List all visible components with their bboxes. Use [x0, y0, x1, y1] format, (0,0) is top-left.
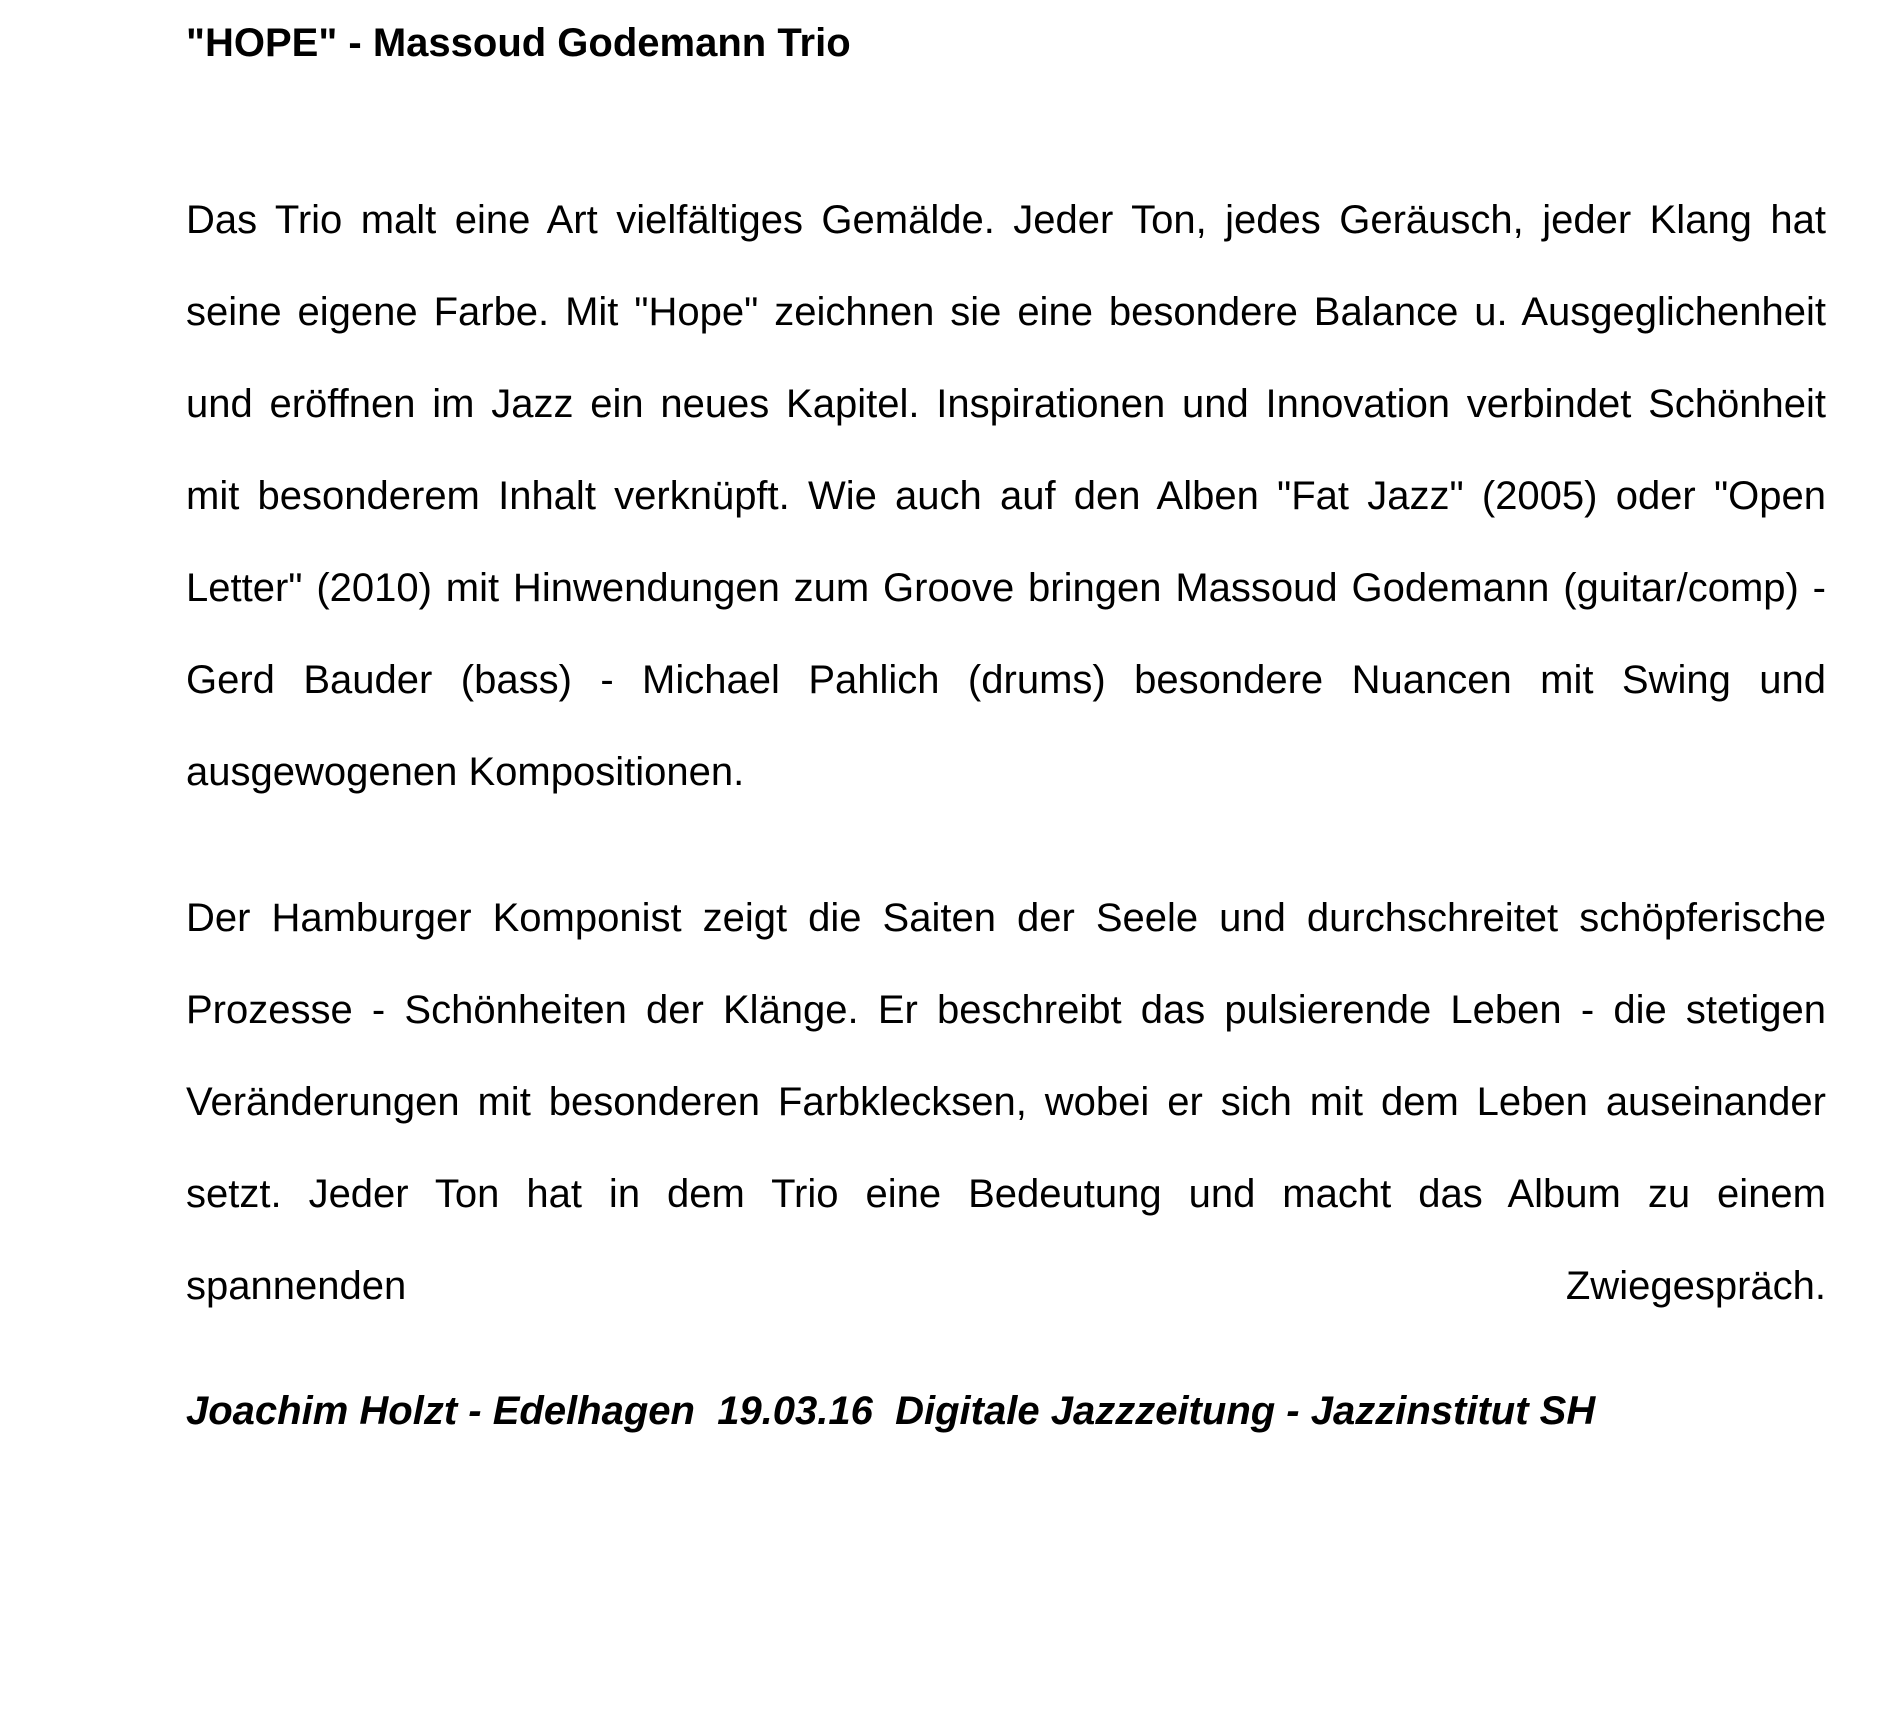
article-title: "HOPE" - Massoud Godemann Trio: [186, 21, 851, 65]
author-signature: Joachim Holzt - Edelhagen 19.03.16 Digitale Jazzzeitung - Jazzinstitut SH: [186, 1389, 1596, 1433]
article-paragraph-1: Das Trio malt eine Art vielfältiges Gemälde. Jeder Ton, jedes Geräusch, jeder Klang hat seine eigene Farbe. Mit "Hope" zeichnen sie eine besondere Balance u. Ausgeglichenheit und eröffnen im Jazz ein neues Kapitel. Inspirationen und Innovation verbindet Schönheit mit besonderem Inhalt verknüpft. Wie auch auf den Alben "Fat Jazz" (2005) oder "Open Letter" (2010) mit Hinwendungen zum Groove bringen Massoud Godemann (guitar/comp) - Gerd Bauder (bass) - Michael Pahlich (drums) besondere Nuancen mit Swing und ausgewogenen Kompositionen.: [186, 198, 1826, 794]
article-paragraph-2: Der Hamburger Komponist zeigt die Saiten der Seele und durchschreitet schöpferische Prozesse - Schönheiten der Klänge. Er beschreibt das pulsierende Leben - die stetigen Veränderungen mit besonderen Farbklecksen, wobei er sich mit dem Leben auseinander setzt. Jeder Ton hat in dem Trio eine Bedeutung und macht das Album zu einem spannenden Zwiegespräch.: [186, 896, 1826, 1308]
article: [186, 18, 1826, 1436]
